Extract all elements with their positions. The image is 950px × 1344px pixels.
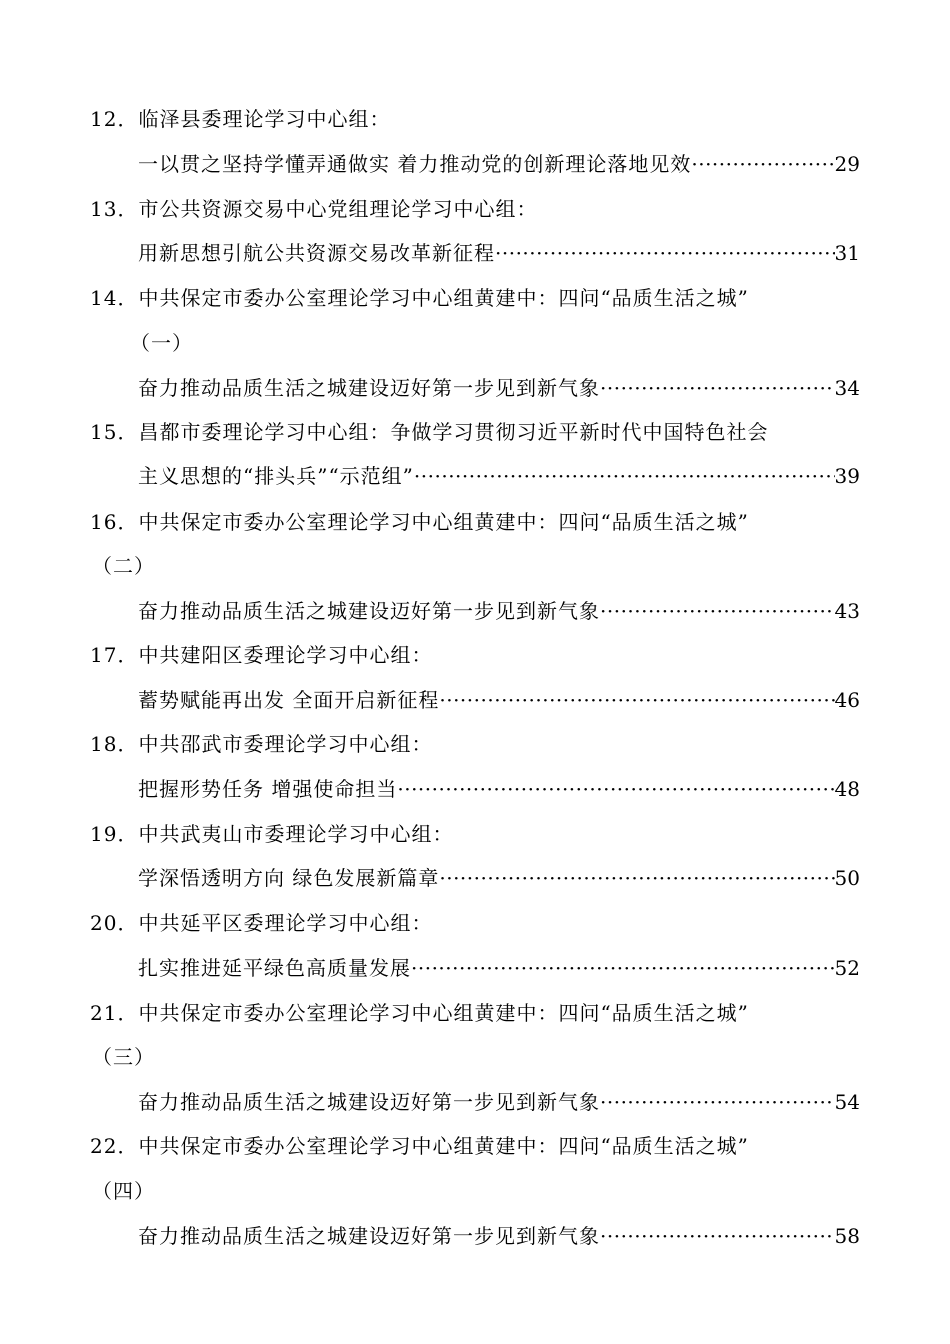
toc-entry-18[interactable] (138, 775, 860, 803)
toc-entry-22[interactable] (138, 1222, 860, 1250)
toc-entry-title: 奋力推动品质生活之城建设迈好第一步见到新气象 (138, 599, 600, 623)
toc-subheading-16: （二） (92, 554, 155, 578)
toc-leader-dots (414, 462, 835, 490)
toc-entry-title: 蓄势赋能再出发 全面开启新征程 (138, 688, 440, 712)
toc-leader-dots (600, 1088, 835, 1116)
toc-leader-dots (439, 864, 834, 892)
toc-page-number: 29 (834, 152, 860, 176)
toc-page-number: 34 (834, 376, 860, 400)
toc-heading-14: 14．中共保定市委办公室理论学习中心组黄建中：四问“品质生活之城” (90, 286, 749, 310)
toc-subheading-14: （一） (130, 331, 193, 355)
toc-page-number: 58 (834, 1224, 860, 1248)
toc-entry-12[interactable] (138, 150, 860, 178)
toc-page-number: 52 (834, 956, 860, 980)
toc-leader-dots (439, 686, 834, 714)
toc-heading-20: 20．中共延平区委理论学习中心组： (90, 911, 433, 935)
toc-entry-13[interactable] (138, 239, 860, 267)
toc-entry-title: 奋力推动品质生活之城建设迈好第一步见到新气象 (138, 1224, 600, 1248)
toc-leader-dots (691, 150, 834, 178)
toc-entry-19[interactable] (138, 864, 860, 892)
toc-leader-dots (600, 597, 835, 625)
toc-entry-title: 把握形势任务 增强使命担当 (138, 777, 398, 801)
toc-entry-title: 奋力推动品质生活之城建设迈好第一步见到新气象 (138, 376, 600, 400)
toc-entry-title: 主义思想的“排头兵”“示范组” (138, 464, 414, 488)
toc-page-number: 39 (834, 464, 860, 488)
toc-entry-16[interactable] (138, 597, 860, 625)
toc-leader-dots (600, 1222, 835, 1250)
toc-heading-15: 15．昌都市委理论学习中心组：争做学习贯彻习近平新时代中国特色社会 (90, 420, 769, 444)
toc-entry-20[interactable] (138, 954, 860, 982)
toc-page-number: 48 (834, 777, 860, 801)
toc-heading-18: 18．中共邵武市委理论学习中心组： (90, 732, 433, 756)
toc-heading-17: 17．中共建阳区委理论学习中心组： (90, 643, 433, 667)
toc-entry-title: 用新思想引航公共资源交易改革新征程 (138, 241, 495, 265)
toc-entry-title: 学深悟透明方向 绿色发展新篇章 (138, 866, 440, 890)
toc-page-number: 54 (834, 1090, 860, 1114)
toc-leader-dots (600, 374, 835, 402)
toc-entry-title: 一以贯之坚持学懂弄通做实 着力推动党的创新理论落地见效 (138, 152, 692, 176)
toc-page-number: 31 (834, 241, 860, 265)
toc-entry-15[interactable] (138, 462, 860, 490)
toc-heading-16: 16．中共保定市委办公室理论学习中心组黄建中：四问“品质生活之城” (90, 510, 749, 534)
toc-heading-13: 13．市公共资源交易中心党组理论学习中心组： (90, 197, 538, 221)
toc-leader-dots (411, 954, 835, 982)
toc-heading-21: 21．中共保定市委办公室理论学习中心组黄建中：四问“品质生活之城” (90, 1001, 749, 1025)
toc-entry-title: 奋力推动品质生活之城建设迈好第一步见到新气象 (138, 1090, 600, 1114)
toc-heading-22: 22．中共保定市委办公室理论学习中心组黄建中：四问“品质生活之城” (90, 1134, 749, 1158)
toc-page-number: 43 (834, 599, 860, 623)
toc-subheading-22: （四） (92, 1179, 155, 1203)
toc-entry-14[interactable] (138, 374, 860, 402)
toc-entry-title: 扎实推进延平绿色高质量发展 (138, 956, 411, 980)
toc-subheading-21: （三） (92, 1045, 155, 1069)
toc-page-number: 46 (834, 688, 860, 712)
toc-heading-12: 12．临泽县委理论学习中心组： (90, 107, 391, 131)
toc-entry-17[interactable] (138, 686, 860, 714)
toc-entry-21[interactable] (138, 1088, 860, 1116)
toc-heading-19: 19．中共武夷山市委理论学习中心组： (90, 822, 454, 846)
toc-page-number: 50 (834, 866, 860, 890)
toc-leader-dots (495, 239, 835, 267)
toc-leader-dots (397, 775, 834, 803)
